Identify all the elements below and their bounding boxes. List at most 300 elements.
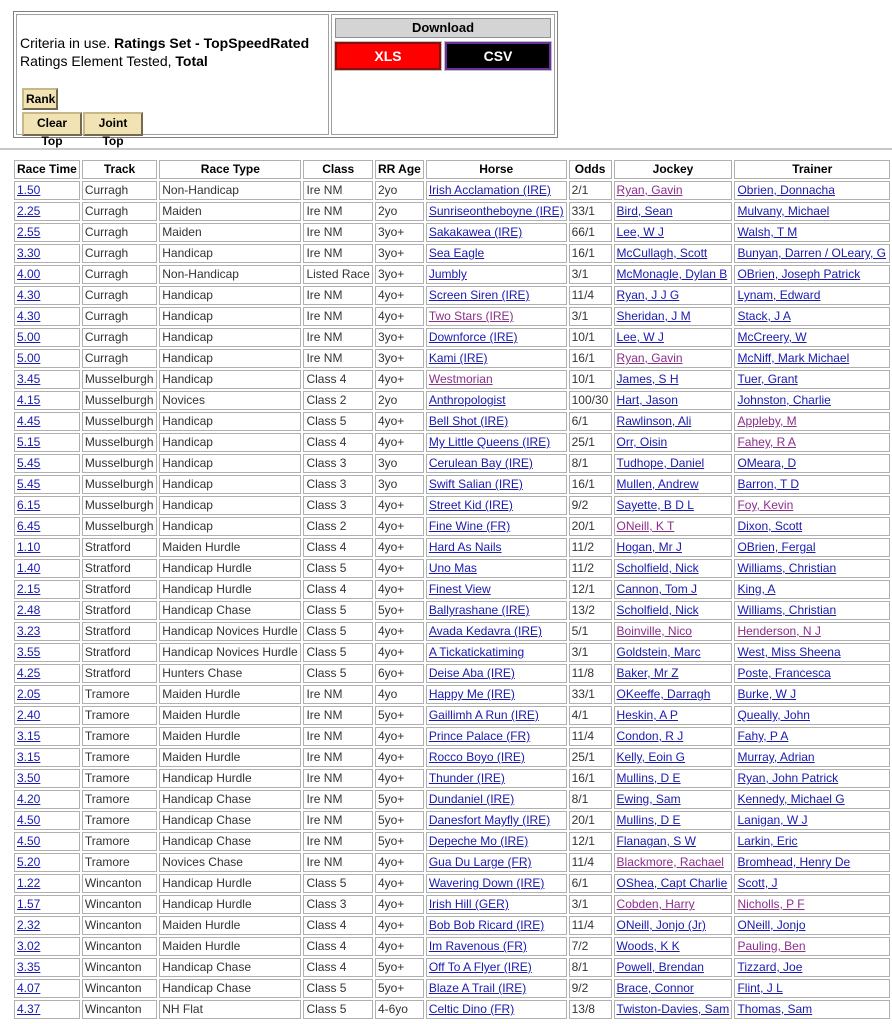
criteria-panel (13, 11, 558, 148)
race-type-cell: Handicap (159, 475, 301, 494)
race-type-cell: Handicap Chase (159, 979, 301, 998)
trainer-cell (734, 286, 890, 305)
table-row (14, 832, 890, 851)
joint-top-button[interactable]: Joint Top (83, 112, 143, 136)
trainer-link[interactable]: Henderson, N J (737, 624, 821, 638)
jockey-link[interactable]: OKeeffe, Darragh (616, 687, 711, 701)
jockey-link[interactable]: Scholfield, Nick (616, 603, 699, 617)
trainer-link[interactable]: Larkin, Eric (737, 834, 798, 848)
race-time-link[interactable]: 2.55 (17, 225, 41, 239)
horse-link[interactable]: Cerulean Bay (IRE) (428, 456, 533, 470)
jockey-link[interactable]: Hart, Jason (616, 393, 678, 407)
table-row (14, 433, 890, 452)
odds-cell: 13/2 (569, 601, 612, 620)
horse-cell (426, 433, 567, 452)
race-time-cell (14, 601, 80, 620)
class-cell: Class 5 (303, 664, 372, 683)
header-track: Track (82, 160, 157, 179)
table-row (14, 559, 890, 578)
race-type-cell: Handicap (159, 307, 301, 326)
jockey-link[interactable]: Condon, R J (616, 729, 684, 743)
jockey-cell (614, 685, 733, 704)
trainer-cell (734, 748, 890, 767)
race-time-link[interactable]: 2.05 (17, 687, 41, 701)
jockey-link[interactable]: Brace, Connor (616, 981, 694, 995)
race-time-link[interactable]: 4.37 (17, 1002, 41, 1016)
race-time-link[interactable]: 5.45 (17, 456, 41, 470)
horse-link[interactable]: Gua Du Large (FR) (428, 855, 532, 869)
jockey-link[interactable]: Woods, K K (616, 939, 680, 953)
trainer-link[interactable]: Nicholls, P F (737, 897, 805, 911)
trainer-link[interactable]: Fahey, R A (737, 435, 796, 449)
trainer-cell (734, 391, 890, 410)
horse-link[interactable]: Sea Eagle (428, 246, 485, 260)
horse-link[interactable]: Kami (IRE) (428, 351, 488, 365)
odds-cell: 100/30 (569, 391, 612, 410)
jockey-cell (614, 265, 733, 284)
race-time-cell (14, 916, 80, 935)
race-time-cell (14, 769, 80, 788)
horse-cell (426, 727, 567, 746)
trainer-link[interactable]: West, Miss Sheena (737, 645, 841, 659)
clear-top-button[interactable]: Clear Top (22, 112, 82, 136)
trainer-cell (734, 937, 890, 956)
horse-link[interactable]: Off To A Flyer (IRE) (428, 960, 532, 974)
jockey-cell (614, 328, 733, 347)
trainer-cell (734, 769, 890, 788)
horse-link[interactable]: Ballyrashane (IRE) (428, 603, 530, 617)
race-type-cell: NH Flat (159, 1000, 301, 1019)
race-time-link[interactable]: 1.57 (17, 897, 41, 911)
race-time-link[interactable]: 3.50 (17, 771, 41, 785)
jockey-cell (614, 811, 733, 830)
race-time-link[interactable]: 4.45 (17, 414, 41, 428)
trainer-cell (734, 580, 890, 599)
race-time-link[interactable]: 2.48 (17, 603, 41, 617)
horse-link[interactable]: Street Kid (IRE) (428, 498, 513, 512)
trainer-link[interactable]: Fahy, P A (737, 729, 789, 743)
jockey-link[interactable]: McCullagh, Scott (616, 246, 708, 260)
trainer-link[interactable]: McNiff, Mark Michael (737, 351, 850, 365)
table-row (14, 748, 890, 767)
race-time-link[interactable]: 2.32 (17, 918, 41, 932)
jockey-cell (614, 202, 733, 221)
jockey-cell (614, 727, 733, 746)
race-time-link[interactable]: 3.45 (17, 372, 41, 386)
jockey-link[interactable]: Sheridan, J M (616, 309, 691, 323)
race-time-cell (14, 391, 80, 410)
race-type-cell: Handicap Hurdle (159, 580, 301, 599)
race-time-link[interactable]: 1.10 (17, 540, 41, 554)
race-time-link[interactable]: 5.45 (17, 477, 41, 491)
jockey-cell (614, 958, 733, 977)
horse-link[interactable]: Dundaniel (IRE) (428, 792, 515, 806)
horse-link[interactable]: Downforce (IRE) (428, 330, 518, 344)
horse-link[interactable]: Danesfort Mayfly (IRE) (428, 813, 551, 827)
jockey-cell (614, 538, 733, 557)
class-cell: Class 4 (303, 370, 372, 389)
race-time-cell (14, 286, 80, 305)
trainer-link[interactable]: Foy, Kevin (737, 498, 794, 512)
horse-link[interactable]: Celtic Dino (FR) (428, 1002, 515, 1016)
odds-cell: 3/1 (569, 643, 612, 662)
trainer-link[interactable]: Lanigan, W J (737, 813, 808, 827)
jockey-link[interactable]: OShea, Capt Charlie (616, 876, 728, 890)
jockey-link[interactable]: Blackmore, Rachael (616, 855, 724, 869)
table-row (14, 307, 890, 326)
horse-link[interactable]: Jumbly (428, 267, 467, 281)
table-row (14, 937, 890, 956)
race-time-link[interactable]: 4.25 (17, 666, 41, 680)
race-time-link[interactable]: 4.15 (17, 393, 41, 407)
race-type-cell: Handicap Hurdle (159, 559, 301, 578)
jockey-link[interactable]: Mullins, D E (616, 813, 681, 827)
horse-link[interactable]: Two Stars (IRE) (428, 309, 514, 323)
race-time-link[interactable]: 6.15 (17, 498, 41, 512)
trainer-link[interactable]: Williams, Christian (737, 561, 837, 575)
race-time-link[interactable]: 3.15 (17, 729, 41, 743)
trainer-link[interactable]: Bromhead, Henry De (737, 855, 851, 869)
class-cell: Class 3 (303, 895, 372, 914)
horse-link[interactable]: Irish Acclamation (IRE) (428, 183, 551, 197)
track-cell: Curragh (82, 265, 157, 284)
table-row (14, 1000, 890, 1019)
jockey-link[interactable]: ONeill, Jonjo (Jr) (616, 918, 706, 932)
class-cell: Class 4 (303, 433, 372, 452)
jockey-link[interactable]: Ryan, J J G (616, 288, 680, 302)
trainer-cell (734, 706, 890, 725)
horse-link[interactable]: Bell Shot (IRE) (428, 414, 509, 428)
table-row (14, 328, 890, 347)
rr-age-cell: 4yo+ (375, 748, 424, 767)
race-time-link[interactable]: 1.22 (17, 876, 41, 890)
race-time-link[interactable]: 1.50 (17, 183, 41, 197)
rr-age-cell: 3yo (375, 475, 424, 494)
table-row (14, 370, 890, 389)
jockey-link[interactable]: McMonagle, Dylan B (616, 267, 728, 281)
criteria-box (16, 14, 329, 148)
track-cell: Stratford (82, 601, 157, 620)
trainer-cell (734, 874, 890, 893)
track-cell: Tramore (82, 790, 157, 809)
race-time-link[interactable]: 5.15 (17, 435, 41, 449)
jockey-link[interactable]: Powell, Brendan (616, 960, 704, 974)
race-time-link[interactable]: 5.00 (17, 351, 41, 365)
horse-link[interactable]: Bob Bob Ricard (IRE) (428, 918, 545, 932)
table-row (14, 727, 890, 746)
jockey-link[interactable]: Kelly, Eoin G (616, 750, 686, 764)
rr-age-cell: 2yo (375, 391, 424, 410)
class-cell: Ire NM (303, 244, 372, 263)
odds-cell: 13/8 (569, 1000, 612, 1019)
trainer-link[interactable]: Pauling, Ben (737, 939, 806, 953)
horse-cell (426, 748, 567, 767)
class-cell: Class 4 (303, 958, 372, 977)
jockey-link[interactable]: Boinville, Nico (616, 624, 692, 638)
race-time-cell (14, 748, 80, 767)
odds-cell: 11/4 (569, 286, 612, 305)
race-time-cell (14, 580, 80, 599)
rr-age-cell: 4yo+ (375, 433, 424, 452)
race-time-link[interactable]: 4.20 (17, 792, 41, 806)
race-time-cell (14, 559, 80, 578)
trainer-cell (734, 790, 890, 809)
jockey-link[interactable]: Lee, W J (616, 225, 664, 239)
jockey-cell (614, 937, 733, 956)
trainer-cell (734, 538, 890, 557)
race-time-link[interactable]: 3.55 (17, 645, 41, 659)
xls-download-button[interactable]: XLS (335, 42, 441, 70)
rr-age-cell: 4yo+ (375, 496, 424, 515)
trainer-link[interactable]: Obrien, Donnacha (737, 183, 835, 197)
horse-cell (426, 811, 567, 830)
race-type-cell: Handicap Chase (159, 958, 301, 977)
race-type-cell: Handicap Chase (159, 601, 301, 620)
track-cell: Musselburgh (82, 370, 157, 389)
jockey-link[interactable]: Ryan, Gavin (616, 183, 683, 197)
trainer-link[interactable]: Poste, Francesca (737, 666, 831, 680)
trainer-cell (734, 664, 890, 683)
jockey-cell (614, 769, 733, 788)
race-time-cell (14, 307, 80, 326)
horse-cell (426, 223, 567, 242)
race-type-cell: Handicap (159, 412, 301, 431)
rank-button[interactable]: Rank (22, 88, 58, 110)
rr-age-cell: 5yo+ (375, 979, 424, 998)
race-time-link[interactable]: 5.20 (17, 855, 41, 869)
trainer-link[interactable]: OBrien, Fergal (737, 540, 816, 554)
race-time-link[interactable]: 4.00 (17, 267, 41, 281)
trainer-link[interactable]: Tuer, Grant (737, 372, 798, 386)
trainer-link[interactable]: Burke, W J (737, 687, 797, 701)
horse-link[interactable]: Screen Siren (IRE) (428, 288, 530, 302)
table-row (14, 916, 890, 935)
race-time-link[interactable]: 3.30 (17, 246, 41, 260)
jockey-cell (614, 706, 733, 725)
trainer-link[interactable]: Tizzard, Joe (737, 960, 803, 974)
trainer-link[interactable]: Ryan, John Patrick (737, 771, 839, 785)
track-cell: Tramore (82, 769, 157, 788)
race-time-link[interactable]: 2.15 (17, 582, 41, 596)
jockey-cell (614, 454, 733, 473)
trainer-link[interactable]: Flint, J L (737, 981, 783, 995)
race-time-link[interactable]: 3.15 (17, 750, 41, 764)
trainer-link[interactable]: Lynam, Edward (737, 288, 821, 302)
horse-link[interactable]: Hard As Nails (428, 540, 502, 554)
trainer-link[interactable]: Appleby, M (737, 414, 797, 428)
race-time-link[interactable]: 3.35 (17, 960, 41, 974)
jockey-link[interactable]: Baker, Mr Z (616, 666, 679, 680)
horse-link[interactable]: Finest View (428, 582, 491, 596)
jockey-link[interactable]: Tudhope, Daniel (616, 456, 705, 470)
class-cell: Class 4 (303, 916, 372, 935)
jockey-link[interactable]: Orr, Oisin (616, 435, 668, 449)
horse-link[interactable]: Swift Salian (IRE) (428, 477, 523, 491)
class-cell: Class 4 (303, 937, 372, 956)
horse-link[interactable]: Prince Palace (FR) (428, 729, 531, 743)
trainer-link[interactable]: Queally, John (737, 708, 810, 722)
race-time-link[interactable]: 5.00 (17, 330, 41, 344)
class-cell: Ire NM (303, 307, 372, 326)
race-time-link[interactable]: 4.07 (17, 981, 41, 995)
race-time-link[interactable]: 4.50 (17, 834, 41, 848)
jockey-link[interactable]: Sayette, B D L (616, 498, 694, 512)
class-cell: Ire NM (303, 832, 372, 851)
jockey-cell (614, 790, 733, 809)
race-type-cell: Handicap (159, 517, 301, 536)
race-time-cell (14, 874, 80, 893)
trainer-link[interactable]: ONeill, Jonjo (737, 918, 806, 932)
header-jockey: Jockey (614, 160, 733, 179)
horse-link[interactable]: Fine Wine (FR) (428, 519, 511, 533)
race-time-link[interactable]: 3.23 (17, 624, 41, 638)
horse-link[interactable]: Anthropologist (428, 393, 506, 407)
jockey-link[interactable]: James, S H (616, 372, 679, 386)
trainer-link[interactable]: Dixon, Scott (737, 519, 803, 533)
trainer-cell (734, 727, 890, 746)
jockey-cell (614, 286, 733, 305)
jockey-link[interactable]: Heskin, A P (616, 708, 678, 722)
jockey-link[interactable]: Twiston-Davies, Sam (616, 1002, 730, 1016)
horse-cell (426, 601, 567, 620)
jockey-link[interactable]: Hogan, Mr J (616, 540, 682, 554)
rr-age-cell: 3yo (375, 454, 424, 473)
race-time-link[interactable]: 2.40 (17, 708, 41, 722)
horse-cell (426, 895, 567, 914)
race-time-link[interactable]: 4.50 (17, 813, 41, 827)
horse-link[interactable]: Uno Mas (428, 561, 477, 575)
jockey-link[interactable]: Cannon, Tom J (616, 582, 698, 596)
race-time-link[interactable]: 2.25 (17, 204, 41, 218)
rr-age-cell: 4yo+ (375, 853, 424, 872)
jockey-link[interactable]: Scholfield, Nick (616, 561, 699, 575)
rr-age-cell: 4yo+ (375, 916, 424, 935)
horse-link[interactable]: Im Ravenous (FR) (428, 939, 527, 953)
trainer-link[interactable]: Stack, J A (737, 309, 791, 323)
race-time-cell (14, 958, 80, 977)
horse-link[interactable]: A Tickatickatiming (428, 645, 525, 659)
trainer-cell (734, 223, 890, 242)
race-time-link[interactable]: 3.02 (17, 939, 41, 953)
class-cell: Ire NM (303, 769, 372, 788)
jockey-link[interactable]: Cobden, Harry (616, 897, 695, 911)
rr-age-cell: 4yo+ (375, 895, 424, 914)
horse-link[interactable]: Gaillimh A Run (IRE) (428, 708, 539, 722)
trainer-link[interactable]: Thomas, Sam (737, 1002, 813, 1016)
trainer-link[interactable]: Johnston, Charlie (737, 393, 831, 407)
trainer-link[interactable]: Barron, T D (737, 477, 800, 491)
horse-link[interactable]: Deise Aba (IRE) (428, 666, 515, 680)
trainer-cell (734, 832, 890, 851)
track-cell: Curragh (82, 244, 157, 263)
horse-link[interactable]: Irish Hill (GER) (428, 897, 509, 911)
horse-link[interactable]: Rocco Boyo (IRE) (428, 750, 525, 764)
horse-link[interactable]: My Little Queens (IRE) (428, 435, 551, 449)
table-row (14, 349, 890, 368)
table-row (14, 580, 890, 599)
jockey-link[interactable]: Rawlinson, Ali (616, 414, 692, 428)
odds-cell: 8/1 (569, 790, 612, 809)
race-time-cell (14, 223, 80, 242)
jockey-link[interactable]: Mullins, D E (616, 771, 681, 785)
jockey-link[interactable]: ONeill, K T (616, 519, 675, 533)
jockey-cell (614, 643, 733, 662)
horse-link[interactable]: Westmorian (428, 372, 493, 386)
jockey-cell (614, 412, 733, 431)
trainer-link[interactable]: McCreery, W (737, 330, 807, 344)
horse-cell (426, 685, 567, 704)
horse-cell (426, 202, 567, 221)
table-row (14, 811, 890, 830)
csv-download-button[interactable]: CSV (445, 42, 551, 70)
trainer-cell (734, 979, 890, 998)
trainer-link[interactable]: Bunyan, Darren / OLeary, G (737, 246, 886, 260)
horse-link[interactable]: Depeche Mo (IRE) (428, 834, 529, 848)
ratings-set-value: Ratings Set - TopSpeedRated (114, 35, 310, 51)
jockey-cell (614, 622, 733, 641)
horse-link[interactable]: Avada Kedavra (IRE) (428, 624, 543, 638)
trainer-link[interactable]: Walsh, T M (737, 225, 798, 239)
horse-link[interactable]: Sakakawea (IRE) (428, 225, 523, 239)
horse-link[interactable]: Happy Me (IRE) (428, 687, 515, 701)
horse-cell (426, 559, 567, 578)
race-time-link[interactable]: 1.40 (17, 561, 41, 575)
section-divider (0, 148, 892, 150)
header-odds: Odds (569, 160, 612, 179)
horse-link[interactable]: Wavering Down (IRE) (428, 876, 545, 890)
trainer-link[interactable]: OMeara, D (737, 456, 797, 470)
jockey-link[interactable]: Bird, Sean (616, 204, 673, 218)
jockey-link[interactable]: Mullen, Andrew (616, 477, 699, 491)
table-row (14, 538, 890, 557)
trainer-link[interactable]: Scott, J (737, 876, 778, 890)
horse-link[interactable]: Thunder (IRE) (428, 771, 505, 785)
race-time-cell (14, 517, 80, 536)
jockey-link[interactable]: Flanagan, S W (616, 834, 696, 848)
race-time-link[interactable]: 4.30 (17, 309, 41, 323)
trainer-link[interactable]: Williams, Christian (737, 603, 837, 617)
trainer-link[interactable]: Mulvany, Michael (737, 204, 830, 218)
race-time-link[interactable]: 4.30 (17, 288, 41, 302)
race-type-cell: Handicap (159, 286, 301, 305)
race-type-cell: Handicap (159, 349, 301, 368)
track-cell: Stratford (82, 622, 157, 641)
horse-link[interactable]: Blaze A Trail (IRE) (428, 981, 527, 995)
odds-cell: 7/2 (569, 937, 612, 956)
trainer-link[interactable]: Murray, Adrian (737, 750, 815, 764)
odds-cell: 11/4 (569, 853, 612, 872)
odds-cell: 8/1 (569, 958, 612, 977)
race-time-cell (14, 412, 80, 431)
jockey-cell (614, 391, 733, 410)
header-race-time: Race Time (14, 160, 80, 179)
jockey-link[interactable]: Ewing, Sam (616, 792, 681, 806)
race-time-cell (14, 433, 80, 452)
trainer-link[interactable]: Kennedy, Michael G (737, 792, 845, 806)
trainer-link[interactable]: OBrien, Joseph Patrick (737, 267, 861, 281)
jockey-link[interactable]: Goldstein, Marc (616, 645, 701, 659)
race-time-link[interactable]: 6.45 (17, 519, 41, 533)
trainer-cell (734, 265, 890, 284)
horse-link[interactable]: Sunriseontheboyne (IRE) (428, 204, 564, 218)
race-time-cell (14, 622, 80, 641)
jockey-link[interactable]: Lee, W J (616, 330, 664, 344)
trainer-cell (734, 412, 890, 431)
table-row (14, 265, 890, 284)
jockey-cell (614, 1000, 733, 1019)
trainer-link[interactable]: King, A (737, 582, 776, 596)
jockey-link[interactable]: Ryan, Gavin (616, 351, 683, 365)
